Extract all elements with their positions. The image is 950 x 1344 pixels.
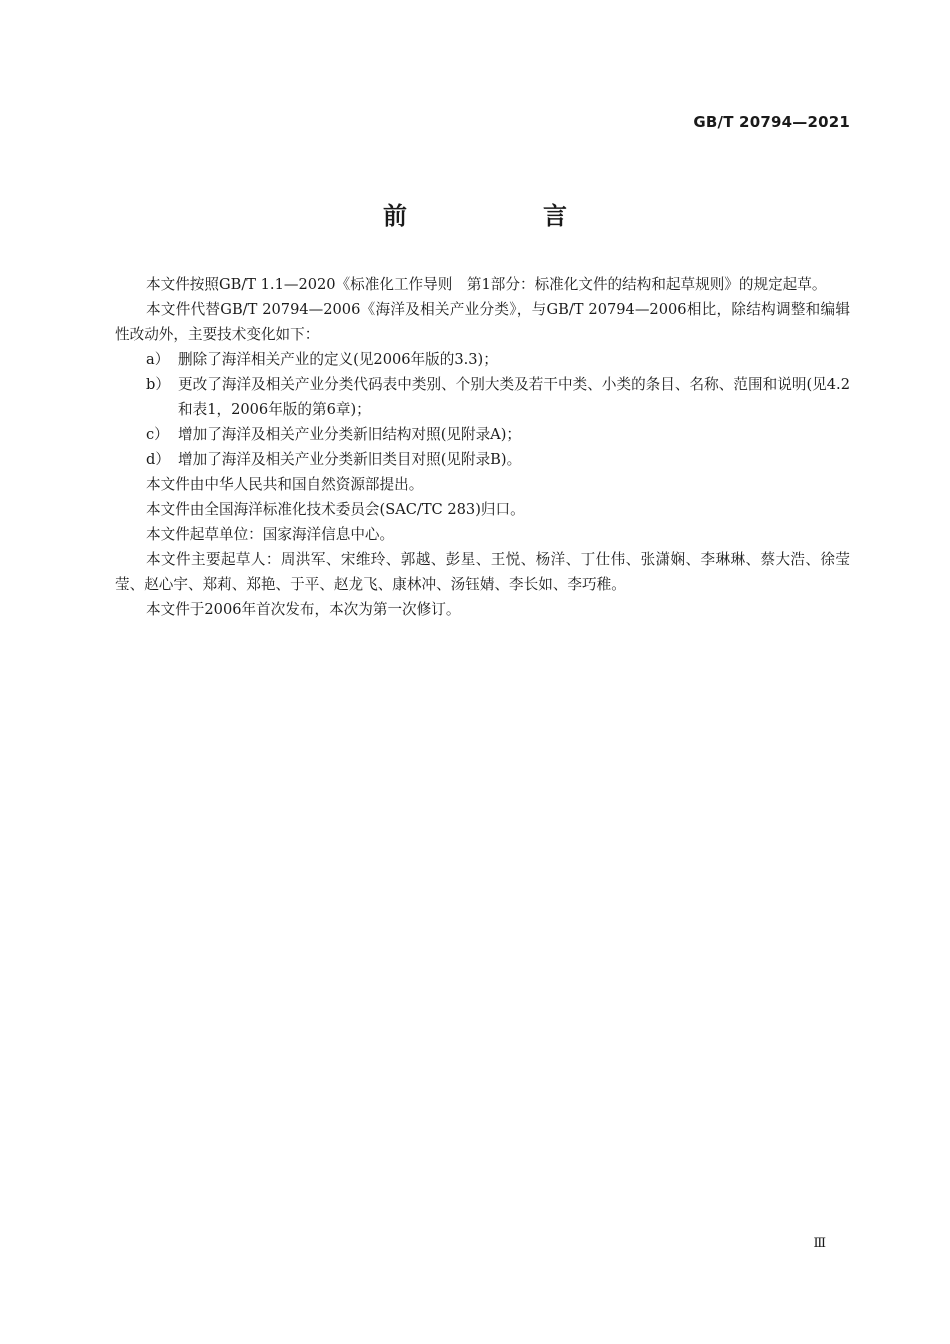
paragraph-drafters: 本文件主要起草人：周洪军、宋维玲、郭越、彭星、王悦、杨洋、丁仕伟、张潇娴、李琳琳、蔡大浩、徐莹莹、赵心宇、郑莉、郑艳、于平、赵龙飞、康林冲、汤钰婧、李长如、李巧稚。 xyxy=(115,551,850,593)
standard-code: GB/T 20794—2021 xyxy=(693,113,850,131)
change-item-text: 增加了海洋及相关产业分类新旧类目对照(见附录B)。 xyxy=(178,451,522,468)
paragraph-publication-history: 本文件于2006年首次发布，本次为第一次修订。 xyxy=(146,601,461,618)
change-item-label: a） xyxy=(146,351,170,368)
paragraph-drafting-rules: 本文件按照GB/T 1.1—2020《标准化工作导则 第1部分：标准化文件的结构和起草规则》的规定起草。 xyxy=(146,276,827,293)
change-item-label: d） xyxy=(146,451,170,468)
change-item-a xyxy=(115,347,850,372)
paragraph-drafting-unit: 本文件起草单位：国家海洋信息中心。 xyxy=(146,526,395,543)
document-body xyxy=(115,272,850,622)
change-item-text: 删除了海洋相关产业的定义(见2006年版的3.3)； xyxy=(178,351,498,368)
page-title: 前 言 xyxy=(383,202,623,230)
change-item-b xyxy=(115,372,850,422)
change-item-label: b） xyxy=(146,376,170,393)
paragraph-replacement: 本文件代替GB/T 20794—2006《海洋及相关产业分类》，与GB/T 20794—2006相比，除结构调整和编辑性改动外，主要技术变化如下： xyxy=(115,301,850,343)
paragraph-proposer: 本文件由中华人民共和国自然资源部提出。 xyxy=(146,476,424,493)
change-item-label: c） xyxy=(146,426,169,443)
page-number: Ⅲ xyxy=(813,1236,826,1251)
change-item-text: 更改了海洋及相关产业分类代码表中类别、个别大类及若干中类、小类的条目、名称、范围和说明(见4.2和表1，2006年版的第6章)； xyxy=(178,376,850,418)
change-item-text: 增加了海洋及相关产业分类新旧结构对照(见附录A)； xyxy=(178,426,521,443)
change-item-d xyxy=(115,447,850,472)
paragraph-administrator: 本文件由全国海洋标准化技术委员会(SAC/TC 283)归口。 xyxy=(146,501,525,518)
change-item-c xyxy=(115,422,850,447)
